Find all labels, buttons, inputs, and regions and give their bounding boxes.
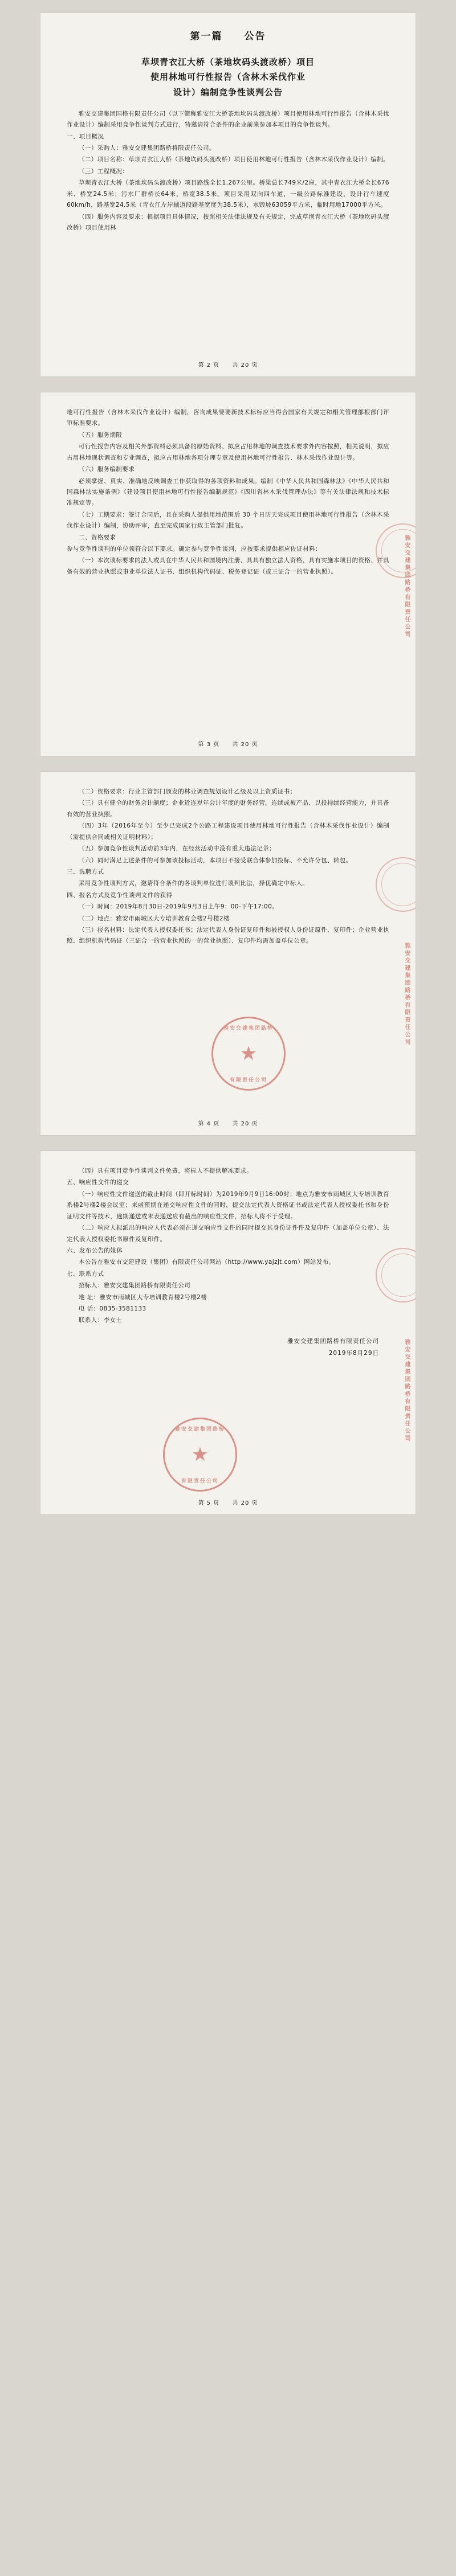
signature-block xyxy=(67,1336,389,1359)
seal-arc-bottom: 有限责任公司 xyxy=(229,1078,267,1083)
paragraph: （三）具有健全的财务会计制度；企业近连岁年会计年度的财务经营，连续或被产品、以投持续经营能力，并具备有效的营业执照。 xyxy=(67,800,389,818)
paragraph: 六、发布公告的媒体 xyxy=(67,1247,123,1254)
page-total: 共 20 页 xyxy=(232,362,258,368)
paragraph: （一）采购人：雅安交建集团路桥将限责任公司。 xyxy=(79,145,215,152)
paragraph: （二）地点：雅安市雨城区大专培训教育会楼2号楼2楼 xyxy=(79,915,230,922)
document-page-4 xyxy=(40,1150,416,1515)
paragraph: 二、资格要求 xyxy=(79,534,116,541)
paragraph: （二）资格要求：行业主管部门颁发的林业调查规划设计乙级及以上资质证书； xyxy=(79,788,296,795)
signature-company: 雅安交建集团路桥有限责任公司 xyxy=(287,1337,379,1345)
paragraph: 地可行性报告（含林木采伐作业设计）编制，咨询成果要要新技术标标应当得合国家有关规定和相关管理部根部门评审标准要求。 xyxy=(67,409,389,427)
seal-side-text: 雅安交建集团路桥有限责任公司 xyxy=(404,943,410,1046)
paragraph: 必须掌握、真实、准确地反映调查工作获取得的各项资料和成果。编制《中华人民共和国森林法》《中华人民共和国森林法实施条例》《建设项目使用林地可行性报告编制规范》《四川省林木采伐管理办法》等有关法律法规和技术标准规定等。 xyxy=(67,477,389,507)
page-number: 第 4 页 xyxy=(198,1121,220,1127)
title-line-2: 使用林地可行性报告（含林木采伐作业 xyxy=(150,72,306,83)
paragraph: （二）项目名称：草坝青衣江大桥（茶地坎码头渡改桥）项目使用林地可行性报告（含林木采伐作业设计）编制。 xyxy=(79,156,389,163)
paragraph: （六）同时满足上述条件的可参加该投标活动，本项目不接受联合体参加投标、不允许分包、转包。 xyxy=(79,857,352,864)
paragraph: 参与竞争性谈判的单位须符合以下要求。确定参与竞争性谈判，应按要求提供相应佐证材料： xyxy=(67,546,321,553)
page-number: 第 3 页 xyxy=(198,742,220,748)
document-page-1 xyxy=(40,13,416,377)
page-footer xyxy=(40,360,416,368)
seal-arc-top: 雅安交建集团路桥 xyxy=(174,1427,225,1432)
page-body xyxy=(67,109,389,234)
page-body xyxy=(67,1166,389,1326)
paragraph: （五）参加竞争性谈判活动前3年内，在经营活动中没有重大违法记录； xyxy=(79,845,275,853)
paragraph: 雅安交建集团国格有限责任公司（以下简称雅安江大桥茶地坎码头渡改桥）项目使用林地可行性报告（含林木采伐作业设计）编制采用竞争性谈判方式进行，特邀请符合条件的企业前来参加本项目的竞争性谈判。 xyxy=(67,110,389,129)
page-body xyxy=(67,787,389,947)
paragraph: 草坝青衣江大桥（茶地坎码头渡改桥）项目路线全长1.267公里。桥梁总长749米/2座，其中青衣江大桥全长676米、桥宽24.5米；污水厂群桥长64米、桥宽38.5米。项目采用双向四车道，一级公路标准建设，设计行车速度60km/h，路基宽24.5米（青衣江左岸辅道段路基宽度为38.5米），水毁坡63059平方米，临时用地17000平方米。 xyxy=(67,179,389,209)
paragraph: （五）服务期限 xyxy=(79,431,123,439)
page-footer xyxy=(40,1119,416,1127)
paragraph: 地 址：雅安市雨城区大专培训教育楼2号楼2楼 xyxy=(79,1293,207,1301)
title-line-1: 草坝青衣江大桥（茶地坎码头渡改桥）项目 xyxy=(141,57,315,67)
paragraph: （三）报名材料：法定代表人授权委托书；法定代表人身份证复印件和被授权人身份证原件、复印件；企业营业执照、组织机构代码证（三证合一的营业执照的一的营业执照）、复印件均需加盖单位公章。 xyxy=(67,927,389,945)
paragraph: （一）本次谈标要求的法人或具在中华人民共和国境内注册、具具有独立法人资格、具有实施本项目的资格、并具备有效的营业执照或事业单位法人证书、组织机构代码证、税务登记证（或三证合一的营业执照）。 xyxy=(67,557,389,575)
official-round-seal-icon xyxy=(211,1017,286,1091)
paragraph: 五、响应性文件的递交 xyxy=(67,1179,129,1186)
section-header xyxy=(67,28,389,42)
paragraph: 招标人：雅安交建集团路桥有限责任公司 xyxy=(79,1282,191,1289)
paragraph: 本公告在雅安市交建建设（集团）有限责任公司网站（http://www.yajzjt.com）网站发布。 xyxy=(79,1259,335,1266)
paragraph: 七、联系方式 xyxy=(67,1270,104,1277)
page-total: 共 20 页 xyxy=(232,742,258,748)
paragraph: （六）服务编制要求 xyxy=(79,466,135,473)
seal-star-icon: ★ xyxy=(239,1042,258,1065)
section-part-label: 第一篇 xyxy=(190,31,223,42)
page-footer xyxy=(40,1498,416,1506)
paragraph: 采用竞争性谈判方式，邀请符合条件的各谈判单位进行谈判比法，择优确定中标人。 xyxy=(79,880,309,887)
paragraph: （七）工期要求：签订合同后，且在采购人提供用地范围后 30 个日历天完成项目使用林地可行性报告（含林木采伐作业设计）编制，协助评审，直至完成国家行政主管部门批复。 xyxy=(67,511,389,530)
paragraph: 三、选聘方式 xyxy=(67,868,104,875)
page-number: 第 5 页 xyxy=(198,1500,220,1506)
paragraph: 电 话：0835-3581133 xyxy=(79,1305,146,1313)
paragraph: 可行性报告内容及相关外部资料必须具备的原始资料、拟应占用林地的调查技术要求外内容按照，相关说明，拟应占用林地现状调查和专业调查，拟应占用林地各项分理专章及使用林地可行性报告、林木采伐作业设计等。 xyxy=(67,443,389,461)
page-number: 第 2 页 xyxy=(198,362,220,368)
signature-date: 2019年8月29日 xyxy=(328,1349,379,1357)
paragraph: 四、报名方式及竞争性谈判文件的获得 xyxy=(67,891,173,899)
page-body xyxy=(67,407,389,578)
seal-arc-top: 雅安交建集团路桥 xyxy=(223,1026,274,1031)
document-page-2 xyxy=(40,392,416,756)
section-type-label: 公告 xyxy=(244,31,266,42)
page-total: 共 20 页 xyxy=(232,1500,258,1506)
official-round-seal-icon xyxy=(163,1418,237,1492)
paragraph: （三）工程概况： xyxy=(79,167,129,175)
seal-star-icon: ★ xyxy=(191,1443,209,1466)
seal-side-text: 雅安交建集团路桥有限责任公司 xyxy=(404,1339,410,1443)
paragraph: 一、项目概况 xyxy=(67,133,104,140)
page-footer xyxy=(40,739,416,748)
paragraph: （二）响应人拟派出的响应人代表必须在递交响应性文件的同时提交其身份证件件及复印件（加盖单位公章）、法定代表人授权委托书原件及复印件。 xyxy=(67,1224,389,1243)
document-page-3 xyxy=(40,771,416,1136)
title-line-3: 设计）编制竞争性谈判公告 xyxy=(173,87,283,97)
paragraph: （四）具有项目竞争性谈判文件免费，将标人不提供解冻要求。 xyxy=(79,1168,253,1174)
seal-arc-bottom: 有限责任公司 xyxy=(181,1479,219,1484)
page-total: 共 20 页 xyxy=(232,1121,258,1127)
page-title xyxy=(84,55,372,100)
paragraph: （四）3年（2016年至今）至少已完成2个公路工程建设项目使用林地可行性报告（含林木采伐作业设计）编制（需提供合同或相关证明材料）； xyxy=(67,822,389,841)
paragraph: （一）响应性文件递送的截止时间（即开标时间）为2019年9月9日16:00时；地点为雅安市雨城区大专培训教育系楼2号楼2楼会议室；来函预期在递交响应性文件的同时，提交法定代表人资格证书或法定代表人授权委托书和身份证明文件等技术，逾期递送或未表递送应有截出的响应性文件，招标人将不于受理。 xyxy=(67,1190,389,1220)
seal-side-text: 雅安交建集团路桥有限责任公司 xyxy=(404,535,410,638)
paragraph: （四）服务内容及要求：根据项目具体情况，按照相关法律法规及有关规定，完成草坝青衣江大桥（茶地坎码头渡改桥）项目使用林 xyxy=(67,213,389,231)
paragraph: 联系人：李女士 xyxy=(79,1317,123,1324)
paragraph: （一）时间：2019年8月30日-2019年9月3日上午9：00-下午17:00。 xyxy=(79,903,279,911)
